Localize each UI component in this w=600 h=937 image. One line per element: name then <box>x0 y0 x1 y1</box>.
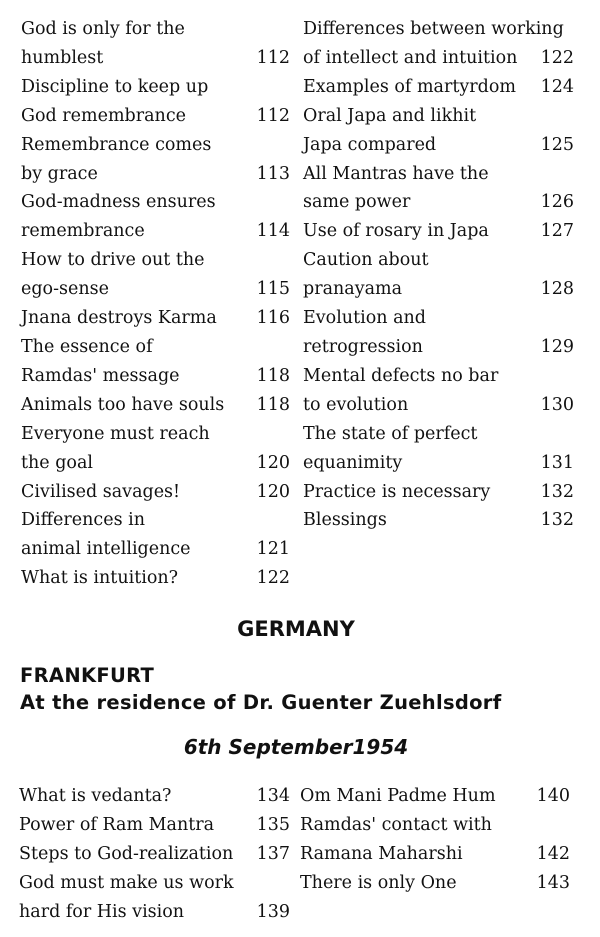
toc-entry-line <box>303 131 574 160</box>
toc-entry-title: Discipline to keep up <box>21 76 209 97</box>
toc-entry-title: Ramdas' contact with <box>300 814 492 835</box>
toc-entry-title: Examples of martyrdom <box>303 76 516 97</box>
toc-entry-title: There is only One <box>300 872 457 893</box>
toc-entry-page-number: 131 <box>540 452 574 473</box>
section-date-heading: 6th September1954 <box>183 735 409 759</box>
toc-entry-line <box>300 869 570 898</box>
toc-entry-line <box>303 15 574 44</box>
toc-entry-page-number: 127 <box>540 221 574 242</box>
toc-entry-line <box>303 44 574 73</box>
toc-entry-line <box>303 304 574 333</box>
toc-entry-page-number: 112 <box>256 47 290 68</box>
toc-entry-title: by grace <box>21 163 98 184</box>
toc-top-right-column <box>303 15 574 535</box>
toc-entry-title: Practice is necessary <box>303 481 491 502</box>
toc-entry-page-number: 120 <box>256 481 290 502</box>
toc-entry-line <box>303 333 574 362</box>
toc-entry-title: Everyone must reach <box>21 423 210 444</box>
toc-entry-page-number: 126 <box>540 192 574 213</box>
toc-entry-page-number: 118 <box>256 394 290 415</box>
section-city-heading: FRANKFURT <box>20 664 155 687</box>
toc-entry-title: humblest <box>21 47 104 68</box>
toc-entry-title: Mental defects no bar <box>303 365 499 386</box>
toc-entry-line <box>303 391 574 420</box>
toc-entry-title: Civilised savages! <box>21 481 181 502</box>
toc-entry-line <box>300 782 570 811</box>
toc-entry-line <box>19 840 290 869</box>
toc-entry-line <box>21 131 290 160</box>
toc-entry-page-number: 132 <box>540 481 574 502</box>
toc-entry-line <box>21 362 290 391</box>
toc-entry-title: The state of perfect <box>303 423 478 444</box>
toc-entry-line <box>21 535 290 564</box>
toc-entry-title: animal intelligence <box>21 539 191 560</box>
toc-entry-title: hard for His vision <box>19 901 185 922</box>
toc-entry-title: retrogression <box>303 336 423 357</box>
toc-bottom-right-column <box>300 782 570 898</box>
toc-entry-page-number: 121 <box>256 539 290 560</box>
toc-entry-title: ego-sense <box>21 279 109 300</box>
toc-entry-line <box>21 275 290 304</box>
toc-entry-line <box>21 304 290 333</box>
toc-entry-line <box>21 333 290 362</box>
toc-entry-page-number: 137 <box>256 843 290 864</box>
toc-entry-page-number: 132 <box>540 510 574 531</box>
toc-entry-line <box>19 869 290 898</box>
toc-entry-title: the goal <box>21 452 93 473</box>
toc-entry-page-number: 134 <box>256 786 290 806</box>
toc-entry-page-number: 122 <box>540 47 574 68</box>
toc-entry-title: Evolution and <box>303 308 426 329</box>
toc-entry-page-number: 130 <box>540 394 574 415</box>
toc-entry-title: Ramana Maharshi <box>300 843 463 864</box>
toc-entry-title: What is intuition? <box>21 568 179 589</box>
toc-entry-line <box>19 898 290 927</box>
toc-entry-title: Om Mani Padme Hum <box>300 786 496 806</box>
toc-entry-title: Steps to God-realization <box>19 843 234 864</box>
toc-entry-line <box>21 73 290 102</box>
toc-entry-line <box>21 420 290 449</box>
toc-entry-line <box>303 275 574 304</box>
toc-entry-line <box>21 15 290 44</box>
toc-entry-line <box>21 506 290 535</box>
toc-entry-title: Japa compared <box>303 134 437 155</box>
toc-entry-page-number: 129 <box>540 336 574 357</box>
toc-entry-page-number: 128 <box>540 279 574 300</box>
toc-entry-title: to evolution <box>303 394 409 415</box>
toc-entry-title: Caution about <box>303 250 429 271</box>
toc-entry-page-number: 118 <box>256 365 290 386</box>
toc-entry-line <box>21 564 290 593</box>
toc-entry-page-number: 125 <box>540 134 574 155</box>
toc-entry-line <box>303 188 574 217</box>
toc-entry-title: How to drive out the <box>21 250 205 271</box>
toc-entry-title: All Mantras have the <box>303 163 489 184</box>
toc-entry-line <box>303 102 574 131</box>
toc-entry-title: equanimity <box>303 452 403 473</box>
toc-entry-page-number: 124 <box>540 76 574 97</box>
toc-entry-title: remembrance <box>21 221 145 242</box>
toc-entry-page-number: 112 <box>256 105 290 126</box>
toc-entry-title: God is only for the <box>21 19 185 39</box>
toc-entry-line <box>300 811 570 840</box>
toc-entry-line <box>303 362 574 391</box>
toc-entry-title: Oral Japa and likhit <box>303 105 477 126</box>
toc-entry-line <box>21 478 290 507</box>
toc-entry-line <box>21 246 290 275</box>
toc-entry-line <box>21 160 290 189</box>
toc-entry-line <box>303 449 574 478</box>
toc-entry-page-number: 120 <box>256 452 290 473</box>
toc-entry-page-number: 115 <box>256 279 290 300</box>
toc-entry-title: Jnana destroys Karma <box>21 308 217 329</box>
toc-entry-line <box>21 44 290 73</box>
toc-entry-page-number: 116 <box>256 308 290 329</box>
toc-entry-line <box>303 73 574 102</box>
toc-entry-title: Remembrance comes <box>21 134 212 155</box>
toc-entry-line <box>303 160 574 189</box>
toc-entry-line <box>21 102 290 131</box>
toc-entry-line <box>21 449 290 478</box>
toc-entry-line <box>303 478 574 507</box>
toc-entry-title: The essence of <box>21 336 153 357</box>
toc-entry-title: What is vedanta? <box>19 786 172 806</box>
toc-entry-title: God remembrance <box>21 105 186 126</box>
toc-entry-title: pranayama <box>303 279 403 300</box>
toc-top-left-column <box>21 15 290 593</box>
toc-entry-page-number: 142 <box>536 843 570 864</box>
toc-entry-line <box>303 246 574 275</box>
section-venue-heading: At the residence of Dr. Guenter Zuehlsdorf <box>20 691 502 714</box>
toc-entry-page-number: 143 <box>536 872 570 893</box>
toc-entry-page-number: 140 <box>536 786 570 806</box>
toc-entry-line <box>303 506 574 535</box>
toc-entry-line <box>21 391 290 420</box>
toc-entry-title: Use of rosary in Japa <box>303 221 489 242</box>
toc-entry-title: Differences between working <box>303 19 564 39</box>
toc-entry-title: Differences in <box>21 510 145 531</box>
toc-entry-line <box>21 188 290 217</box>
toc-entry-line <box>19 811 290 840</box>
toc-entry-title: Ramdas' message <box>21 365 180 386</box>
toc-entry-title: Power of Ram Mantra <box>19 814 215 835</box>
toc-entry-title: Blessings <box>303 510 387 531</box>
toc-entry-line <box>19 782 290 811</box>
toc-entry-line <box>300 840 570 869</box>
toc-entry-page-number: 122 <box>256 568 290 589</box>
toc-entry-page-number: 114 <box>256 221 290 242</box>
toc-entry-page-number: 139 <box>256 901 290 922</box>
toc-entry-title: God-madness ensures <box>21 192 216 213</box>
toc-entry-line <box>303 420 574 449</box>
toc-bottom-left-column <box>19 782 290 927</box>
toc-entry-page-number: 135 <box>256 814 290 835</box>
section-country-heading: GERMANY <box>237 617 355 641</box>
toc-entry-line <box>21 217 290 246</box>
toc-entry-line <box>303 217 574 246</box>
toc-entry-title: Animals too have souls <box>21 394 225 415</box>
toc-entry-page-number: 113 <box>256 163 290 184</box>
toc-entry-title: same power <box>303 192 411 213</box>
toc-entry-title: of intellect and intuition <box>303 47 518 68</box>
toc-entry-title: God must make us work <box>19 872 234 893</box>
